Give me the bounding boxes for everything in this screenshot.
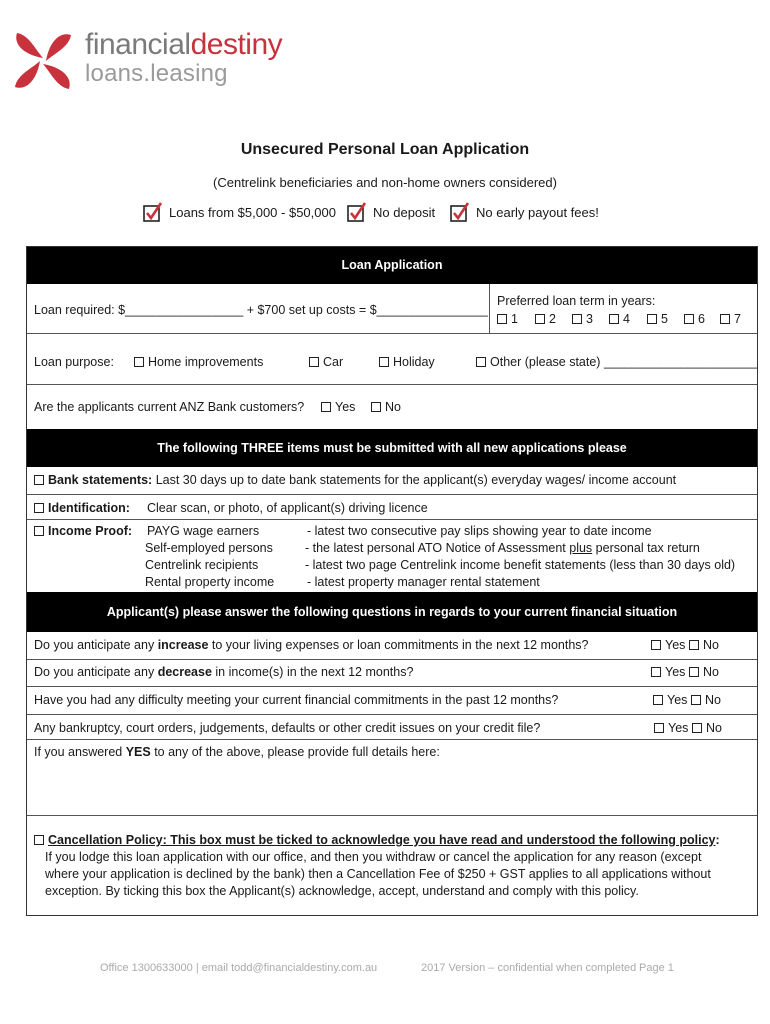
- question-difficulty: Have you had any difficulty meeting your current financial commitments in the past 12 months?: [34, 693, 559, 707]
- identification-checkbox[interactable]: [34, 503, 44, 513]
- q3-no-checkbox[interactable]: [691, 695, 701, 705]
- anz-yes-option[interactable]: Yes: [321, 400, 355, 414]
- q2-no-checkbox[interactable]: [689, 667, 699, 677]
- income-proof-checkbox[interactable]: [34, 526, 44, 536]
- q3-yes-option[interactable]: Yes: [653, 693, 687, 707]
- term-checkbox[interactable]: [535, 314, 545, 324]
- anz-no-option[interactable]: No: [371, 400, 401, 414]
- flower-logo-icon: [10, 28, 76, 94]
- purpose-checkbox[interactable]: [134, 357, 144, 367]
- checkmark-icon: [143, 202, 163, 222]
- term-option-2[interactable]: 2: [535, 312, 556, 326]
- income-proof-item[interactable]: Income Proof:: [34, 524, 132, 538]
- q4-no-option[interactable]: No: [692, 721, 722, 735]
- footer-version: 2017 Version – confidential when completed: [421, 962, 637, 974]
- feature-no-deposit: No deposit: [347, 202, 435, 222]
- term-checkbox[interactable]: [572, 314, 582, 324]
- cancellation-line-2: where your application is declined by the bank) then a Cancellation Fee of $250 + GST applies to all applications without: [45, 867, 711, 881]
- anz-no-checkbox[interactable]: [371, 402, 381, 412]
- term-option-4[interactable]: 4: [609, 312, 630, 326]
- income-desc-self-employed: - the latest personal ATO Notice of Assessment plus personal tax return: [305, 541, 700, 555]
- brand-tagline: loans.leasing: [85, 60, 228, 87]
- footer-page-number: Page 1: [639, 962, 674, 974]
- term-checkbox[interactable]: [720, 314, 730, 324]
- page-subtitle: (Centrelink beneficiaries and non-home owners considered): [213, 175, 557, 190]
- income-type-payg: PAYG wage earners: [147, 524, 260, 538]
- details-textarea[interactable]: [27, 763, 757, 813]
- anz-yes-checkbox[interactable]: [321, 402, 331, 412]
- income-type-self-employed: Self-employed persons: [145, 541, 273, 555]
- feature-no-payout-fees: No early payout fees!: [450, 202, 599, 222]
- cancellation-checkbox[interactable]: [34, 835, 44, 845]
- feature-loan-range: Loans from $5,000 - $50,000: [143, 202, 336, 222]
- purpose-car[interactable]: Car: [309, 355, 343, 369]
- term-option-5[interactable]: 5: [647, 312, 668, 326]
- checkmark-icon: [450, 202, 470, 222]
- purpose-checkbox[interactable]: [379, 357, 389, 367]
- loan-purpose-label: Loan purpose:: [34, 355, 114, 369]
- purpose-checkbox[interactable]: [309, 357, 319, 367]
- term-option-1[interactable]: 1: [497, 312, 518, 326]
- application-form: [26, 246, 758, 916]
- checkmark-icon: [347, 202, 367, 222]
- q2-no-option[interactable]: No: [689, 665, 719, 679]
- loan-application-header: Loan Application: [27, 247, 757, 284]
- page-title: Unsecured Personal Loan Application: [240, 141, 530, 158]
- income-desc-rental: - latest property manager rental statement: [307, 575, 540, 589]
- brand-name: financialdestiny: [85, 28, 283, 61]
- loan-term-label: Preferred loan term in years:: [497, 294, 656, 308]
- income-type-rental: Rental property income: [145, 575, 275, 589]
- q1-no-checkbox[interactable]: [689, 640, 699, 650]
- financial-situation-header: Applicant(s) please answer the following questions in regards to your current financial situation: [27, 592, 757, 632]
- loan-required-field[interactable]: Loan required: $_________________ + $700 set up costs = $________________: [34, 303, 488, 317]
- cancellation-policy-item[interactable]: Cancellation Policy: This box must be ticked to acknowledge you have read and understood the following policy:: [34, 833, 720, 847]
- purpose-home-improvements[interactable]: Home improvements: [134, 355, 263, 369]
- cancellation-line-1: If you lodge this loan application with our office, and then you withdraw or cancel the application for any reason (except: [45, 850, 702, 864]
- purpose-other[interactable]: Other (please state) ______________________: [476, 355, 757, 369]
- q3-yes-checkbox[interactable]: [653, 695, 663, 705]
- q3-no-option[interactable]: No: [691, 693, 721, 707]
- question-increase: Do you anticipate any increase to your living expenses or loan commitments in the next 12 months?: [34, 638, 589, 652]
- cancellation-line-3: exception. By ticking this box the Applicant(s) acknowledge, accept, understand and comply with this policy.: [45, 884, 639, 898]
- bank-statements-item[interactable]: Bank statements: Last 30 days up to date bank statements for the applicant(s) everyday wages/ income account: [34, 473, 676, 487]
- income-desc-payg: - latest two consecutive pay slips showing year to date income: [307, 524, 652, 538]
- bank-statements-checkbox[interactable]: [34, 475, 44, 485]
- identification-item[interactable]: Identification:: [34, 501, 130, 515]
- term-checkbox[interactable]: [684, 314, 694, 324]
- term-checkbox[interactable]: [497, 314, 507, 324]
- footer-contact: Office 1300633000 | email todd@financialdestiny.com.au: [100, 962, 378, 974]
- q1-yes-checkbox[interactable]: [651, 640, 661, 650]
- anz-customer-question: Are the applicants current ANZ Bank customers?: [34, 400, 305, 414]
- purpose-holiday[interactable]: Holiday: [379, 355, 435, 369]
- q2-yes-checkbox[interactable]: [651, 667, 661, 677]
- purpose-checkbox[interactable]: [476, 357, 486, 367]
- question-credit-issues: Any bankruptcy, court orders, judgements, defaults or other credit issues on your credit file?: [34, 721, 541, 735]
- q1-no-option[interactable]: No: [689, 638, 719, 652]
- q4-no-checkbox[interactable]: [692, 723, 702, 733]
- documents-header: The following THREE items must be submitted with all new applications please: [27, 429, 757, 467]
- term-checkbox[interactable]: [609, 314, 619, 324]
- q1-yes-option[interactable]: Yes: [651, 638, 685, 652]
- identification-text: Clear scan, or photo, of applicant(s) driving licence: [147, 501, 428, 515]
- question-decrease: Do you anticipate any decrease in income(s) in the next 12 months?: [34, 665, 414, 679]
- term-option-7[interactable]: 7: [720, 312, 741, 326]
- details-prompt: If you answered YES to any of the above, please provide full details here:: [34, 745, 440, 759]
- q4-yes-option[interactable]: Yes: [654, 721, 688, 735]
- q2-yes-option[interactable]: Yes: [651, 665, 685, 679]
- term-option-3[interactable]: 3: [572, 312, 593, 326]
- term-option-6[interactable]: 6: [684, 312, 705, 326]
- income-type-centrelink: Centrelink recipients: [145, 558, 259, 572]
- q4-yes-checkbox[interactable]: [654, 723, 664, 733]
- income-desc-centrelink: - latest two page Centrelink income benefit statements (less than 30 days old): [305, 558, 736, 572]
- term-checkbox[interactable]: [647, 314, 657, 324]
